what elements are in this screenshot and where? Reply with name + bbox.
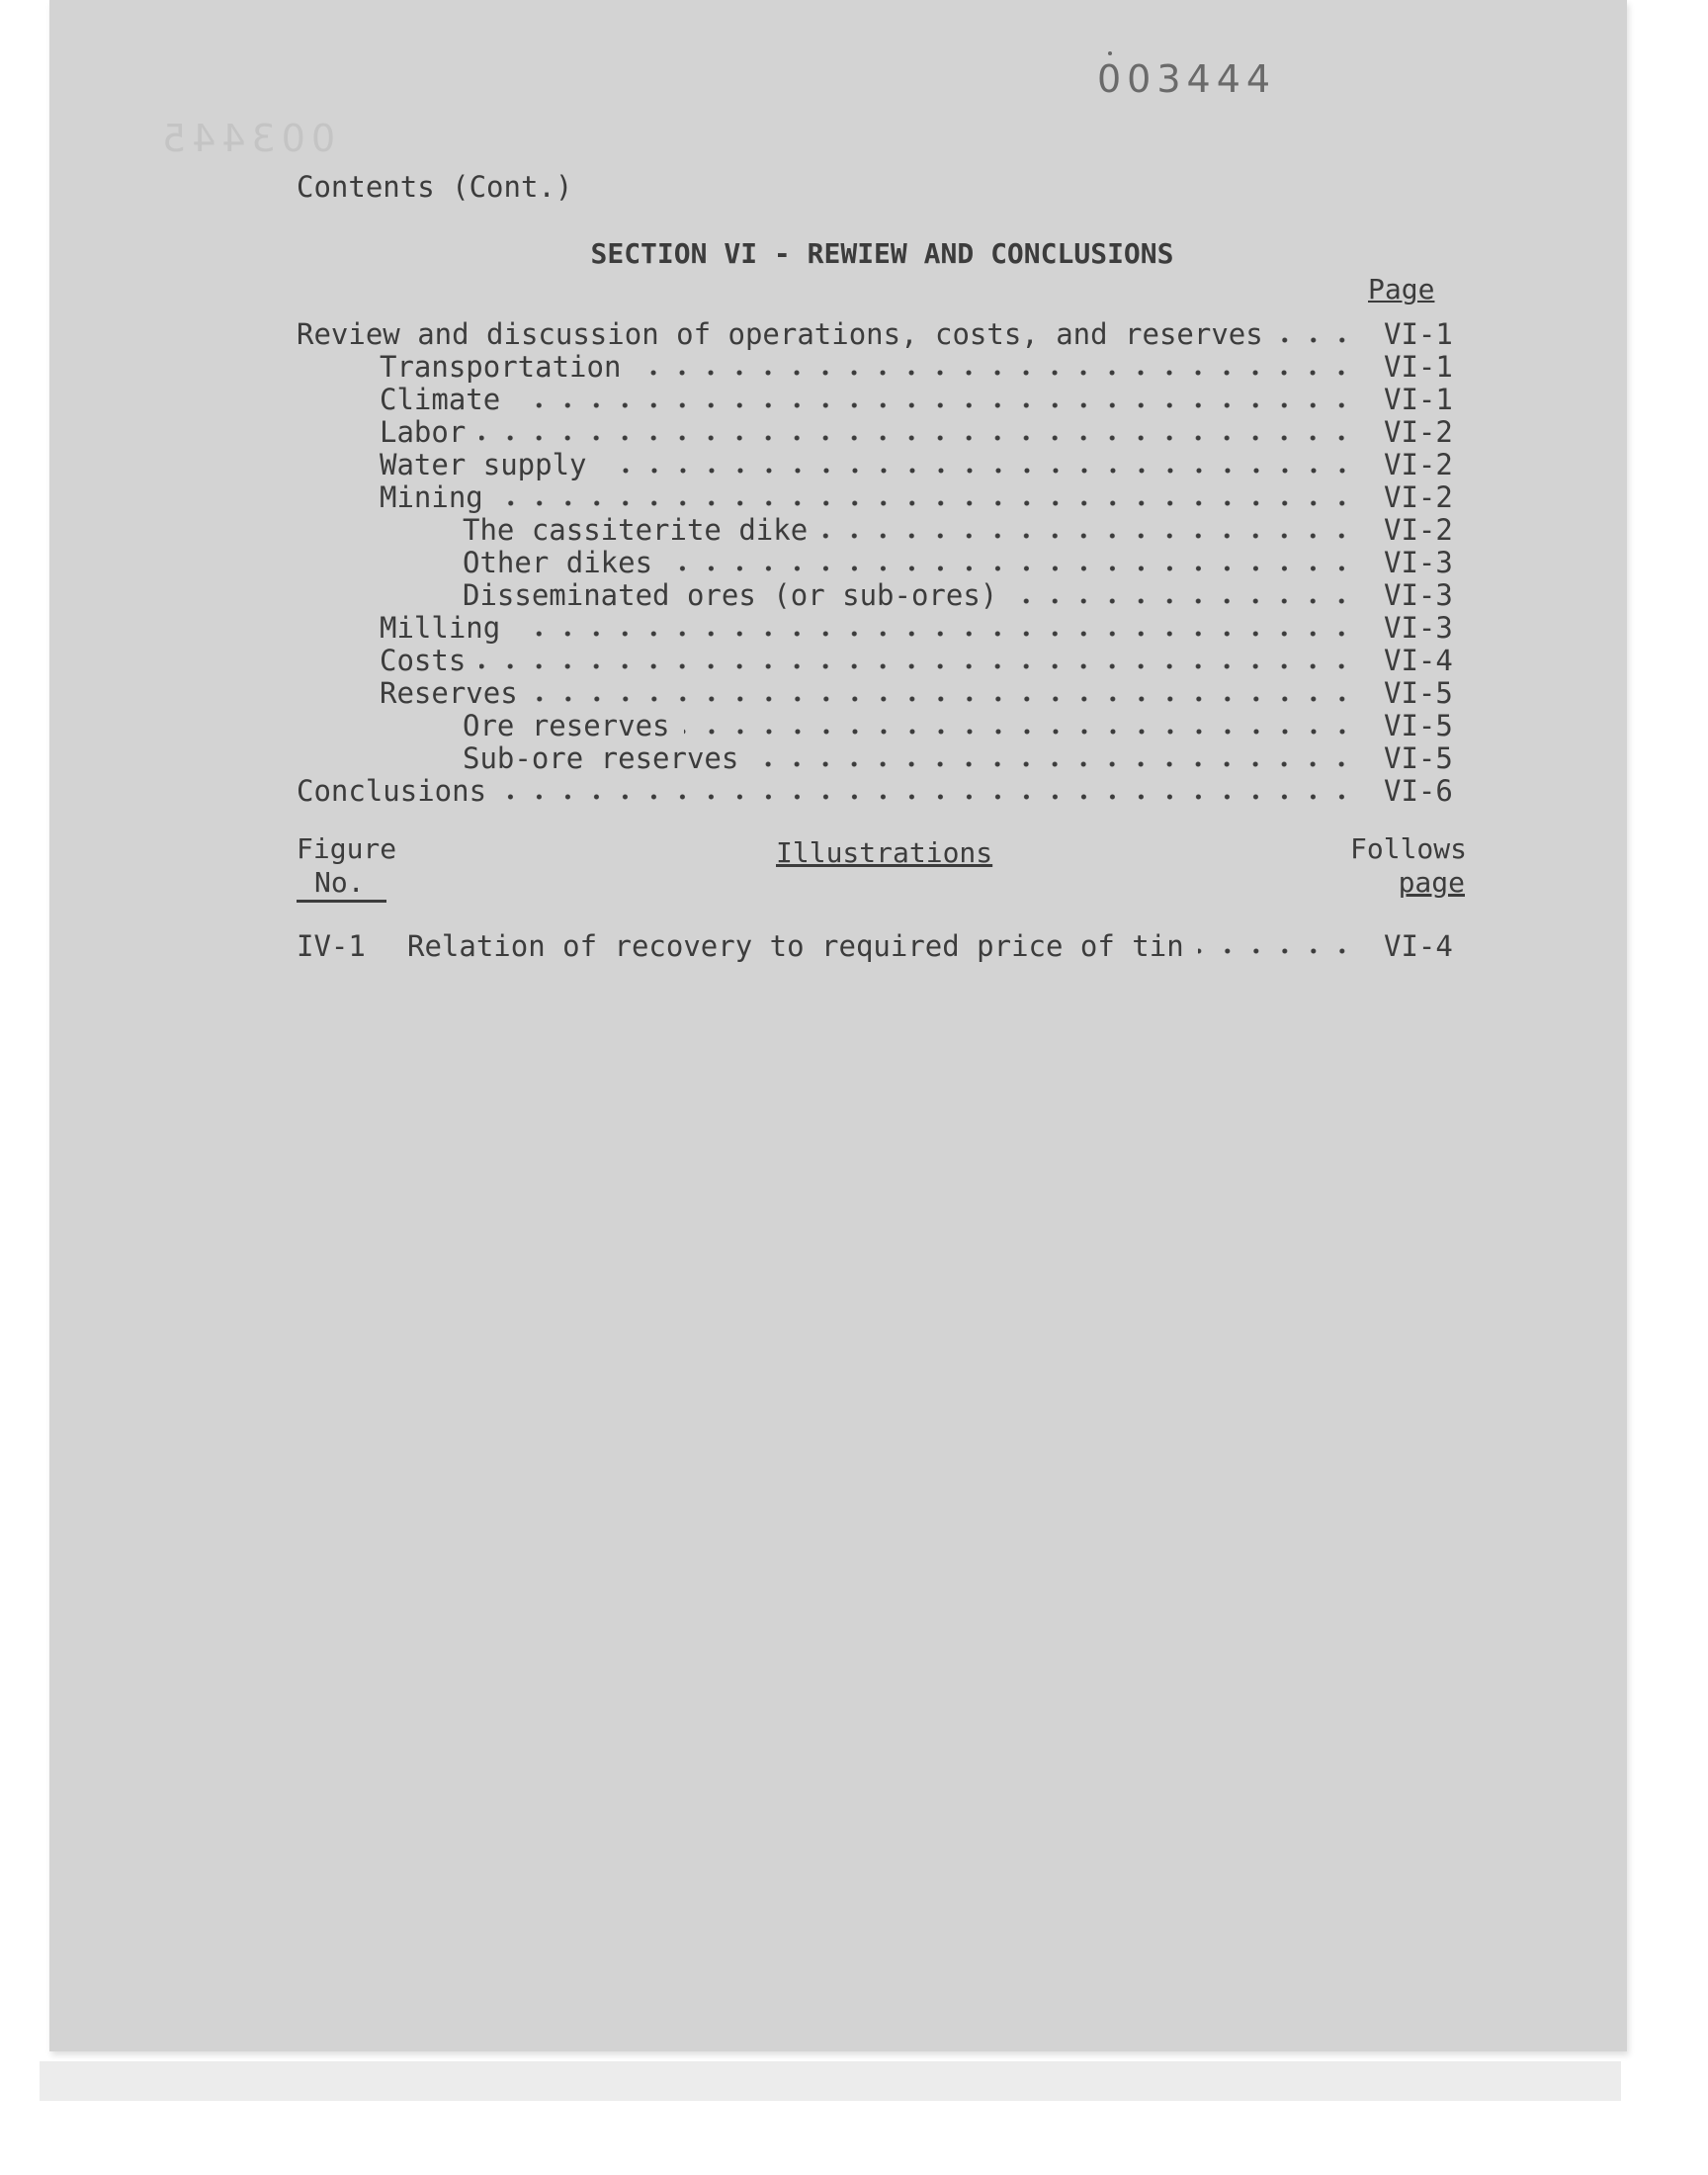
toc-entry-page: VI-3 — [1384, 578, 1453, 612]
dot-leader — [479, 662, 1356, 670]
toc-entry-label: Review and discussion of operations, costs, and reserves — [297, 317, 1263, 351]
toc-entry-page: VI-2 — [1384, 448, 1453, 481]
scan-edge — [40, 2061, 1621, 2101]
toc-entry-page: VI-2 — [1384, 415, 1453, 449]
dot-leader — [497, 499, 1356, 507]
figure-header-line2: No. — [297, 866, 386, 903]
toc-entry-label: Disseminated ores (or sub-ores) — [463, 578, 998, 612]
toc-entry-label: Other dikes — [463, 546, 653, 579]
toc-entry-page: VI-4 — [1384, 644, 1453, 677]
toc-entry-page: VI-5 — [1384, 676, 1453, 710]
toc-entry-label: Reserves — [380, 676, 518, 710]
toc-entry-page: VI-5 — [1384, 709, 1453, 742]
toc-entry-page: VI-1 — [1384, 383, 1453, 416]
toc-entry-page: VI-5 — [1384, 741, 1453, 775]
contents-heading: Contents (Cont.) — [297, 170, 573, 204]
toc-entry — [297, 612, 1453, 645]
toc-entry-label: Mining — [380, 480, 483, 514]
toc-entry-label: Conclusions — [297, 774, 487, 808]
illustrations-title: Illustrations — [776, 836, 993, 869]
toc-entry — [297, 318, 1453, 351]
toc-entry — [297, 742, 1453, 775]
toc-entry-label: Milling — [380, 611, 501, 645]
toc-entry — [297, 416, 1453, 449]
toc-entry-label: Labor — [380, 415, 467, 449]
toc-entry — [297, 481, 1453, 514]
toc-entry — [297, 775, 1453, 808]
dot-leader — [500, 793, 1356, 801]
toc-entry — [297, 645, 1453, 677]
dot-leader — [1011, 597, 1356, 605]
toc-entry-label: Climate — [380, 383, 501, 416]
dot-leader — [514, 401, 1356, 409]
dot-leader — [532, 695, 1356, 703]
section-title: SECTION VI - REWIEW AND CONCLUSIONS — [590, 237, 1174, 270]
table-of-contents — [297, 318, 1453, 808]
toc-entry-label: Costs — [380, 644, 467, 677]
dot-leader — [1277, 336, 1356, 344]
toc-entry — [297, 547, 1453, 579]
toc-entry-page: VI-3 — [1384, 546, 1453, 579]
toc-entry-page: VI-6 — [1384, 774, 1453, 808]
dot-leader — [684, 728, 1356, 736]
toc-entry-label: Sub-ore reserves — [463, 741, 739, 775]
figure-number-header — [297, 832, 396, 903]
toc-entry-page: VI-2 — [1384, 513, 1453, 547]
dot-leader — [514, 630, 1356, 638]
toc-entry-label: Water supply — [380, 448, 587, 481]
dot-leader — [479, 434, 1356, 442]
stamp-number: 003444 — [1097, 57, 1277, 101]
document-page — [49, 0, 1627, 2051]
illustration-row — [297, 929, 1453, 963]
follows-header-line2: page — [1398, 866, 1465, 899]
toc-entry — [297, 514, 1453, 547]
toc-entry-label: Ore reserves — [463, 709, 670, 742]
dot-leader — [635, 369, 1356, 377]
toc-entry-page: VI-1 — [1384, 317, 1453, 351]
toc-entry — [297, 710, 1453, 742]
figure-number: IV-1 — [297, 929, 366, 963]
dot-leader — [666, 565, 1356, 572]
toc-entry-page: VI-2 — [1384, 480, 1453, 514]
dot-leader — [601, 467, 1356, 475]
toc-entry-label: Transportation — [380, 350, 622, 384]
dot-leader — [752, 760, 1356, 768]
toc-entry — [297, 677, 1453, 710]
toc-entry — [297, 449, 1453, 481]
toc-entry-page: VI-3 — [1384, 611, 1453, 645]
toc-entry — [297, 384, 1453, 416]
follows-page-header — [1350, 832, 1468, 900]
bleed-through-stamp-number: 003445 — [156, 117, 336, 160]
dot-leader — [821, 532, 1356, 540]
toc-entry — [297, 579, 1453, 612]
figure-header-line1: Figure — [297, 832, 397, 865]
dot-leader — [1198, 947, 1356, 955]
page-column-header: Page — [1368, 273, 1435, 305]
toc-entry-page: VI-1 — [1384, 350, 1453, 384]
figure-caption: Relation of recovery to required price of tin — [407, 929, 1184, 963]
toc-entry-label: The cassiterite dike — [463, 513, 809, 547]
toc-entry — [297, 351, 1453, 384]
figure-page: VI-4 — [1384, 929, 1453, 963]
follows-header-line1: Follows — [1350, 832, 1468, 865]
